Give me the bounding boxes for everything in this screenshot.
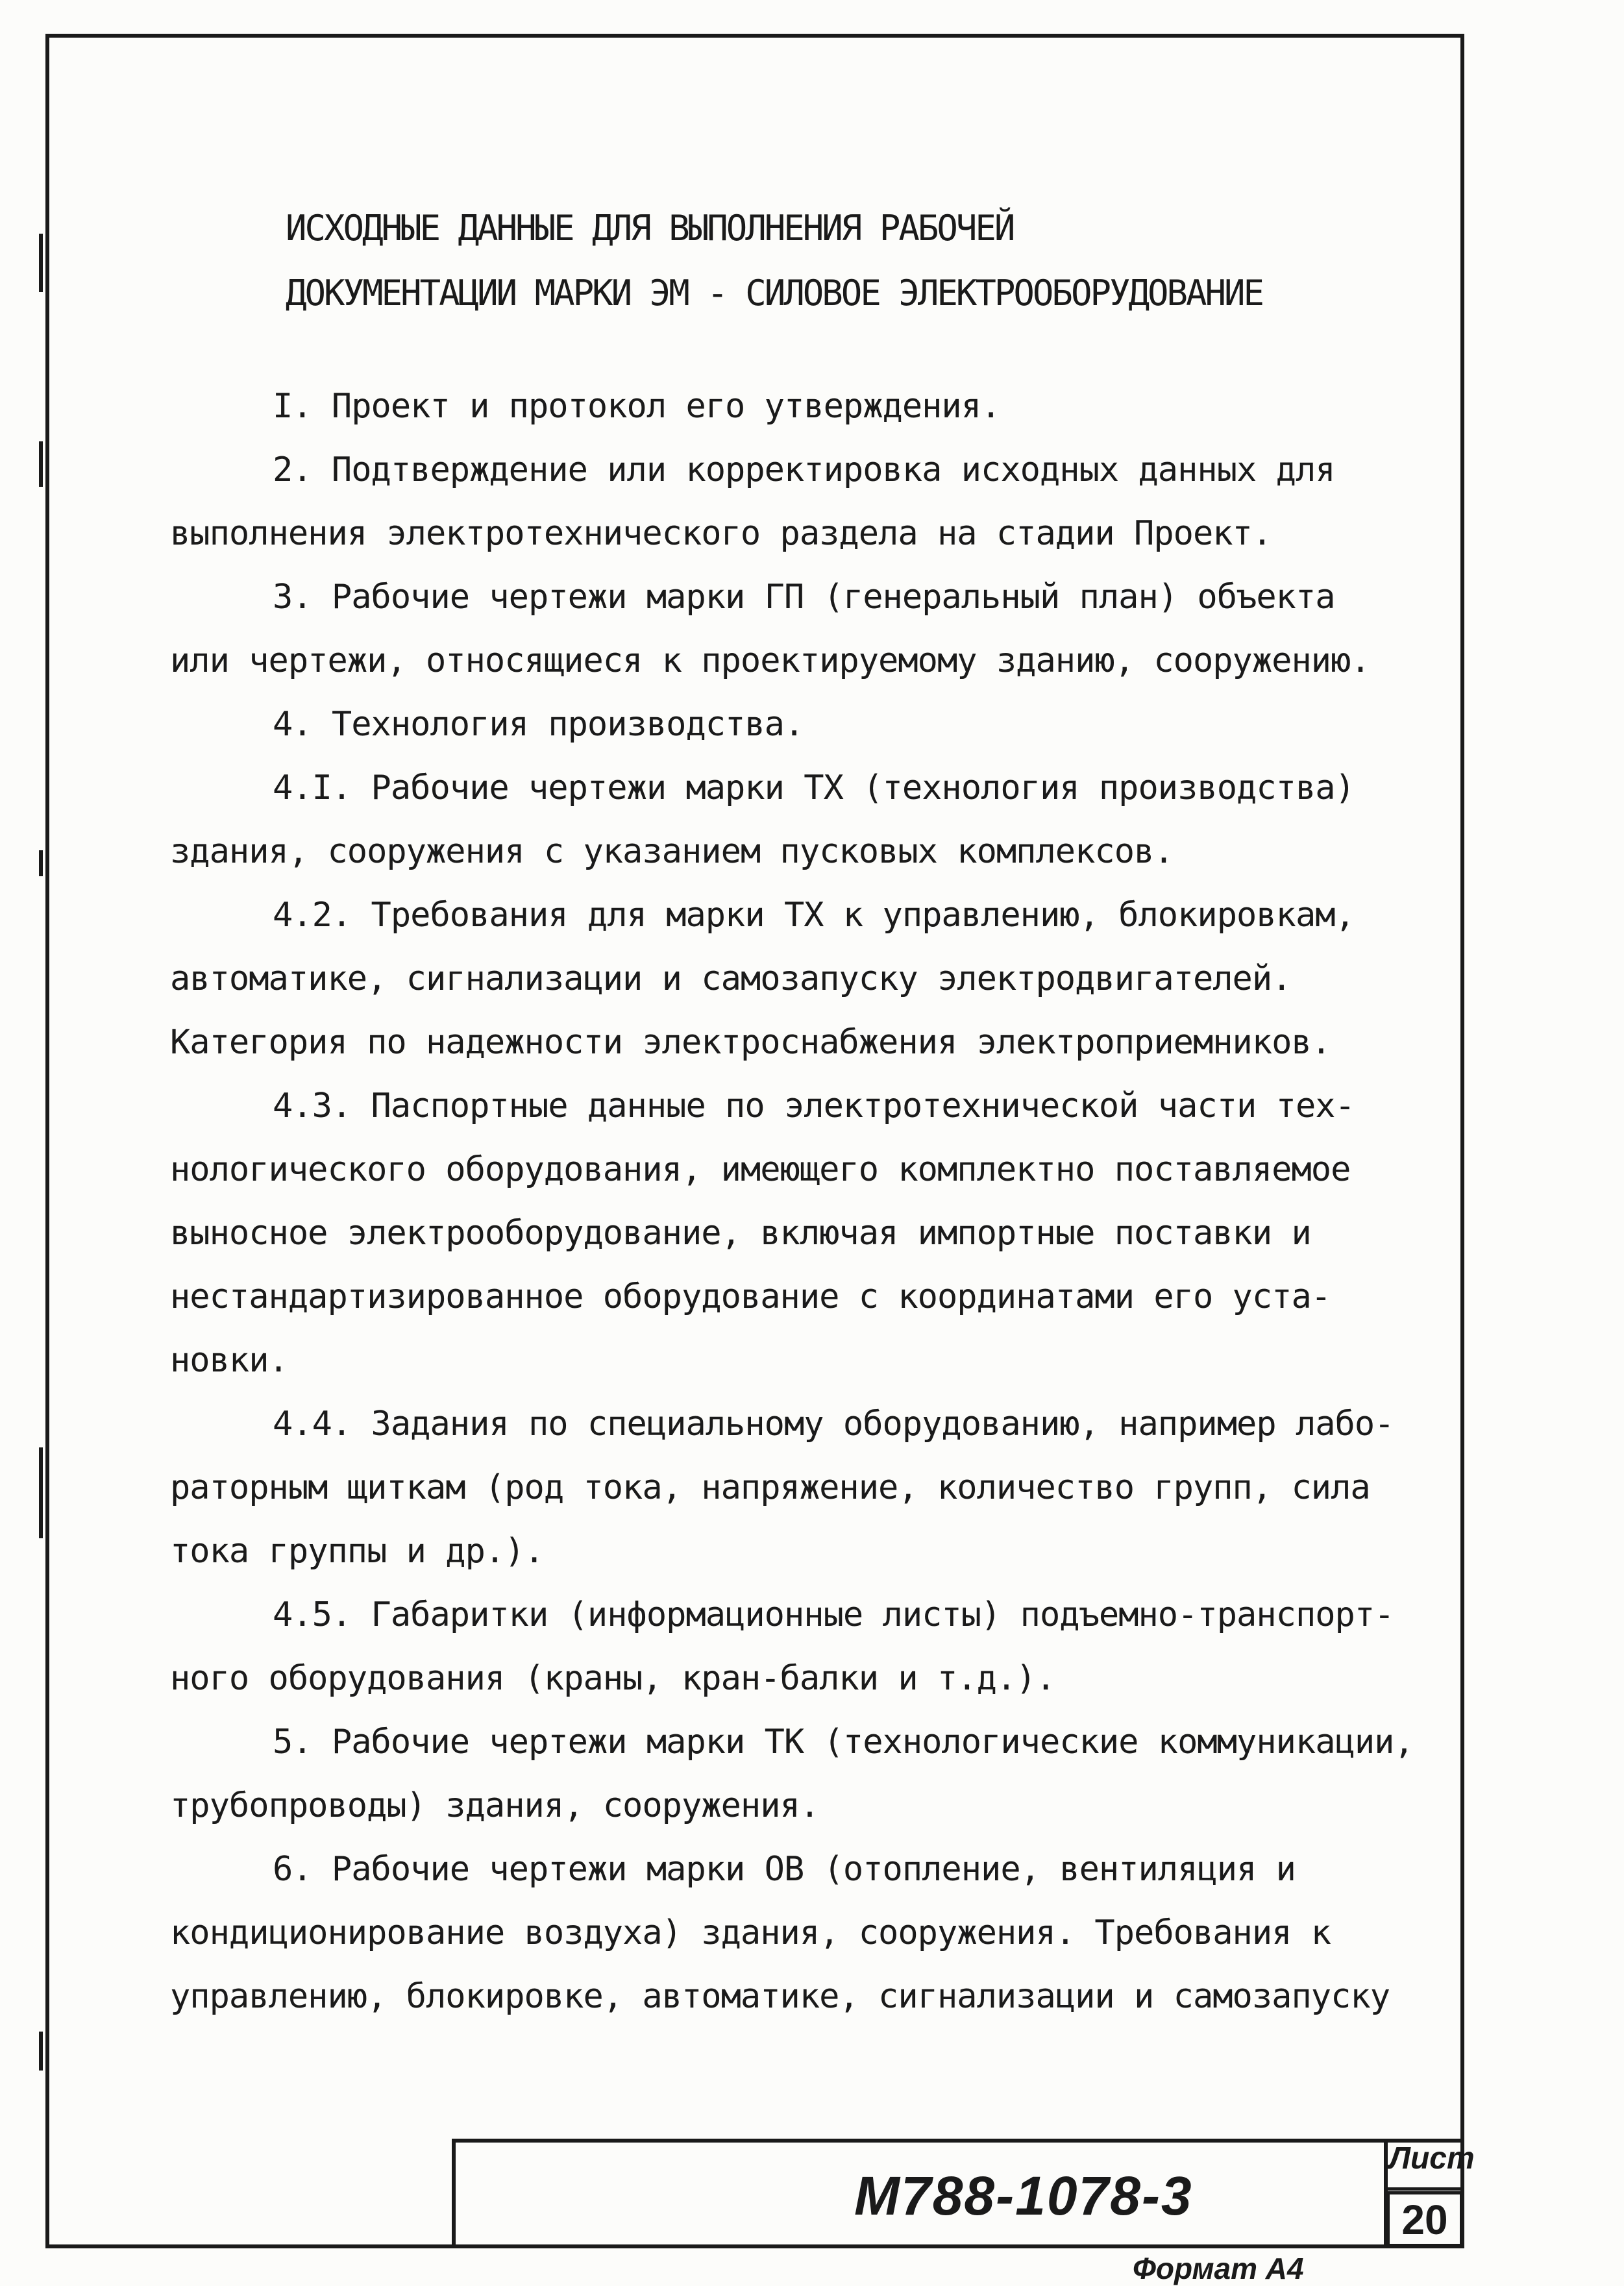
document-title-line-1: ИСХОДНЫЕ ДАННЫЕ ДЛЯ ВЫПОЛНЕНИЯ РАБОЧЕЙ [286,208,1014,249]
text-line: Категория по надежности электроснабжения электроприемников. [170,1023,1331,1062]
text-line: тока группы и др.). [170,1532,544,1571]
sheet-number: 20 [1386,2191,1463,2247]
text-line: выносное электрооборудование, включая импортные поставки и [170,1214,1311,1253]
margin-tick [39,850,43,876]
text-line: 4. Технология производства. [273,705,804,744]
sheet-divider [1384,2187,1464,2191]
text-line: кондиционирование воздуха) здания, сооружения. Требования к [170,1913,1331,1952]
text-line: автоматике, сигнализации и самозапуску электродвигателей. [170,959,1292,998]
sheet-label: Лист [1389,2141,1475,2176]
format-label: Формат А4 [1133,2252,1304,2285]
text-line: выполнения электротехнического раздела на стадии Проект. [170,514,1272,553]
text-line: 4.I. Рабочие чертежи марки ТХ (технология производства) [273,768,1355,807]
text-line: 4.2. Требования для марки ТХ к управлению, блокировкам, [273,896,1355,935]
text-line: 4.4. Задания по специальному оборудованию, например лабо- [273,1405,1394,1444]
margin-tick [39,441,43,487]
margin-tick [39,234,43,292]
text-line: нологического оборудования, имеющего комплектно поставляемое [170,1150,1351,1189]
text-line: раторным щиткам (род тока, напряжение, количество групп, сила [170,1468,1370,1507]
text-line: 6. Рабочие чертежи марки ОВ (отопление, вентиляция и [273,1850,1296,1889]
document-title-line-2: ДОКУМЕНТАЦИИ МАРКИ ЭМ - СИЛОВОЕ ЭЛЕКТРООБОРУДОВАНИЕ [286,273,1263,313]
text-line: 4.5. Габаритки (информационные листы) подъемно-транспорт- [273,1595,1394,1634]
text-line: здания, сооружения с указанием пусковых комплексов. [170,832,1174,871]
text-line: 5. Рабочие чертежи марки ТК (технологические коммуникации, [273,1723,1414,1762]
text-line: 2. Подтверждение или корректировка исходных данных для [273,450,1335,489]
text-line: нестандартизированное оборудование с координатами его уста- [170,1277,1331,1316]
text-line: новки. [170,1341,288,1380]
margin-tick [39,2032,43,2071]
text-line: управлению, блокировке, автоматике, сигнализации и самозапуску [170,1977,1390,2016]
text-line: ного оборудования (краны, кран-балки и т.д.). [170,1659,1055,1698]
text-line: трубопроводы) здания, сооружения. [170,1786,820,1825]
text-line: I. Проект и протокол его утверждения. [273,387,1001,426]
text-line: или чертежи, относящиеся к проектируемому зданию, сооружению. [170,641,1370,680]
text-line: 4.3. Паспортные данные по электротехнической части тех- [273,1087,1355,1125]
text-line: 3. Рабочие чертежи марки ГП (генеральный план) объекта [273,578,1335,617]
document-code: М788-1078-3 [854,2165,1193,2226]
margin-tick [39,1447,43,1538]
